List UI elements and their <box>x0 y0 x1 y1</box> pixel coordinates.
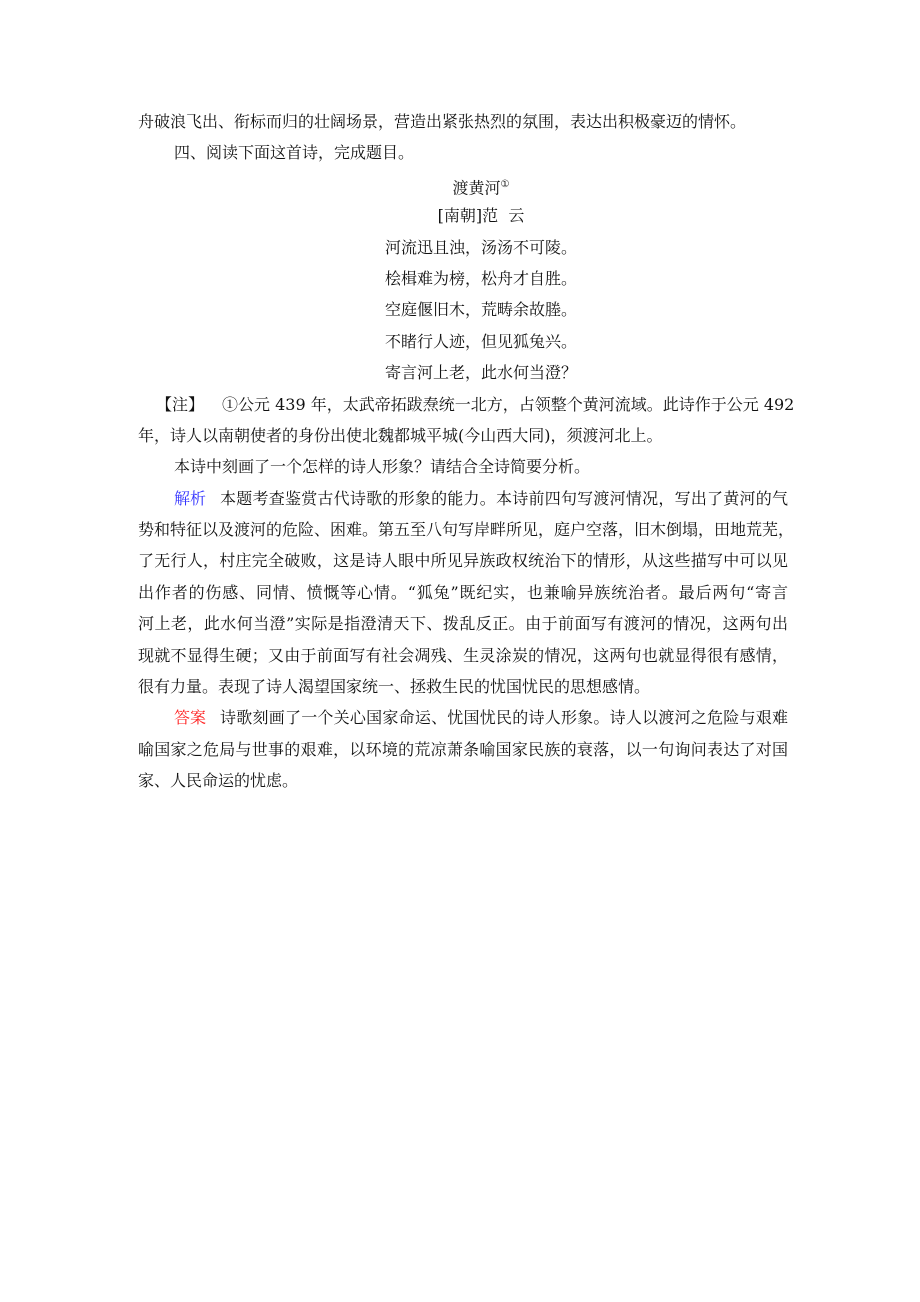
poem-author: [南朝]范 云 <box>437 206 525 226</box>
analysis-line: 出作者的伤感、同情、愤慨等心情。“狐兔”既纪实，也兼喻异族统治者。最后两句“寄言 <box>138 582 788 602</box>
footnote-mark: ① <box>500 178 510 190</box>
note-line <box>138 389 795 420</box>
poem-title-text: 渡黄河 <box>452 178 501 198</box>
section-heading: 四、阅读下面这首诗，完成题目。 <box>174 143 415 163</box>
answer-label: 答案 <box>174 708 207 728</box>
poem-line: 不睹行人迹，但见狐兔兴。 <box>384 331 577 351</box>
answer-line: 喻国家之危局与世事的艰难，以环境的荒凉萧条喻国家民族的衰落，以一句询问表达了对国 <box>138 739 788 759</box>
poem-line: 桧楫难为榜，松舟才自胜。 <box>384 268 577 288</box>
analysis-text: 本题考查鉴赏古代诗歌的形象的能力。本诗前四句写渡河情况，写出了黄河的气 <box>220 488 788 508</box>
analysis-line: 河上老，此水何当澄”实际是指澄清天下、拨乱反正。由于前面写有渡河的情况，这两句出 <box>138 614 788 634</box>
poem-line: 寄言河上老，此水何当澄？ <box>384 363 577 383</box>
analysis-label: 解析 <box>174 488 207 508</box>
answer-text: 诗歌刻画了一个关心国家命运、忧国忧民的诗人形象。诗人以渡河之危险与艰难 <box>220 708 788 728</box>
answer-line: 家、人民命运的忧虑。 <box>138 771 299 791</box>
note-text: ①公元 439 年，太武帝拓跋焘统一北方，占领整个黄河流域。此诗作于公元 492 <box>222 394 795 414</box>
intro-tail: 舟破浪飞出、衔标而归的壮阔场景，营造出紧张热烈的氛围，表达出积极豪迈的情怀。 <box>138 112 747 131</box>
note-label: 【注】 <box>156 394 205 414</box>
analysis-line: 现就不显得生硬；又由于前面写有社会凋残、生灵涂炭的情况，这两句也就显得很有感情， <box>138 645 788 665</box>
poem-line: 河流迅且浊，汤汤不可陵。 <box>384 237 577 257</box>
analysis-line: 了无行人，村庄完全破败，这是诗人眼中所见异族政权统治下的情形，从这些描写中可以见 <box>138 551 788 571</box>
analysis-line <box>138 483 788 514</box>
poem-title <box>138 169 788 200</box>
answer-line <box>138 702 788 733</box>
analysis-line: 很有力量。表现了诗人渴望国家统一、拯救生民的忧国忧民的思想感情。 <box>138 677 651 697</box>
document-page <box>138 106 795 797</box>
analysis-line: 势和特征以及渡河的危险、困难。第五至八句写岸畔所见，庭户空落，旧木倒塌，田地荒芜， <box>138 520 795 540</box>
question: 本诗中刻画了一个怎样的诗人形象？请结合全诗简要分析。 <box>174 457 591 477</box>
note-line: 年，诗人以南朝使者的身份出使北魏都城平城(今山西大同)，须渡河北上。 <box>138 425 663 445</box>
poem-line: 空庭偃旧木，荒畴余故塍。 <box>384 300 577 320</box>
